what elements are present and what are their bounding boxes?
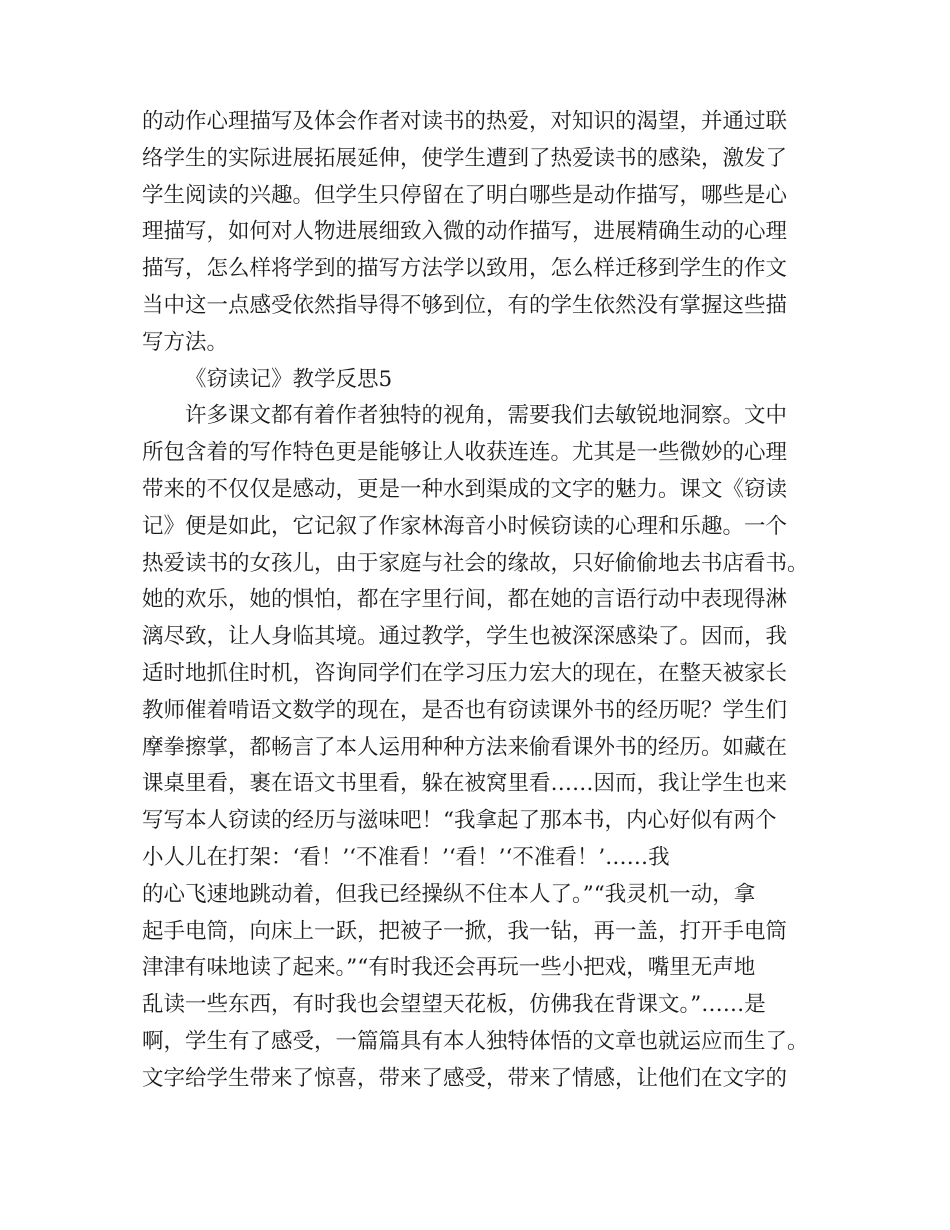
section-heading: 《窃读记》教学反思5 (185, 366, 393, 392)
text-line: 她的欢乐，她的惧怕，都在字里行间，都在她的言语行动中表现得淋 (142, 587, 788, 613)
text-line: 所包含着的写作特色更是能够让人收获连连。尤其是一些微妙的心理 (142, 440, 788, 466)
text-line: 教师催着啃语文数学的现在，是否也有窃读课外书的经历呢？学生们 (142, 697, 788, 723)
text-line: 学生阅读的兴趣。但学生只停留在了明白哪些是动作描写，哪些是心 (142, 182, 788, 208)
text-line: 记》便是如此，它记叙了作家林海音小时候窃读的心理和乐趣。一个 (142, 513, 788, 539)
text-line: 文字给学生带来了惊喜，带来了感受，带来了情感，让他们在文字的 (142, 1065, 788, 1091)
text-line: 写方法。 (142, 329, 229, 355)
text-line: 课桌里看，裹在语文书里看，躲在被窝里看……因而，我让学生也来 (142, 771, 788, 797)
text-line: 小人儿在打架：‘看！’‘不准看！’‘看！’‘不准看！’……我 (142, 844, 670, 870)
text-line: 啊，学生有了感受，一篇篇具有本人独特体悟的文章也就运应而生了。 (142, 1028, 809, 1054)
text-line: 漓尽致，让人身临其境。通过教学，学生也被深深感染了。因而，我 (142, 624, 788, 650)
text-line: 当中这一点感受依然指导得不够到位，有的学生依然没有掌握这些描 (142, 292, 788, 318)
text-line: 带来的不仅仅是感动，更是一种水到渠成的文字的魅力。课文《窃读 (142, 476, 788, 502)
text-line: 的心飞速地跳动着，但我已经操纵不住本人了。”“我灵机一动，拿 (142, 881, 756, 907)
text-line: 描写，怎么样将学到的描写方法学以致用，怎么样迁移到学生的作文 (142, 256, 788, 282)
text-line: 津津有味地读了起来。”“有时我还会再玩一些小把戏，嘴里无声地 (142, 955, 756, 981)
text-line: 的动作心理描写及体会作者对读书的热爱，对知识的渴望，并通过联 (142, 109, 788, 134)
text-line: 络学生的实际进展拓展延伸，使学生遭到了热爱读书的感染，激发了 (142, 145, 788, 171)
text-line: 乱读一些东西，有时我也会望望天花板，仿佛我在背课文。”……是 (142, 992, 766, 1018)
text-line: 起手电筒，向床上一跃，把被子一掀，我一钻，再一盖，打开手电筒 (142, 918, 788, 944)
text-line: 热爱读书的女孩儿，由于家庭与社会的缘故，只好偷偷地去书店看书。 (142, 550, 809, 576)
text-line: 许多课文都有着作者独特的视角，需要我们去敏锐地洞察。文中 (185, 403, 788, 429)
text-line: 摩拳擦掌，都畅言了本人运用种种方法来偷看课外书的经历。如藏在 (142, 734, 788, 760)
document-body (142, 104, 842, 1098)
text-line: 理描写，如何对人物进展细致入微的动作描写，进展精确生动的心理 (142, 219, 788, 245)
text-line: 适时地抓住时机，咨询同学们在学习压力宏大的现在，在整天被家长 (142, 660, 788, 686)
text-line: 写写本人窃读的经历与滋味吧！“我拿起了那本书，内心好似有两个 (142, 808, 777, 834)
